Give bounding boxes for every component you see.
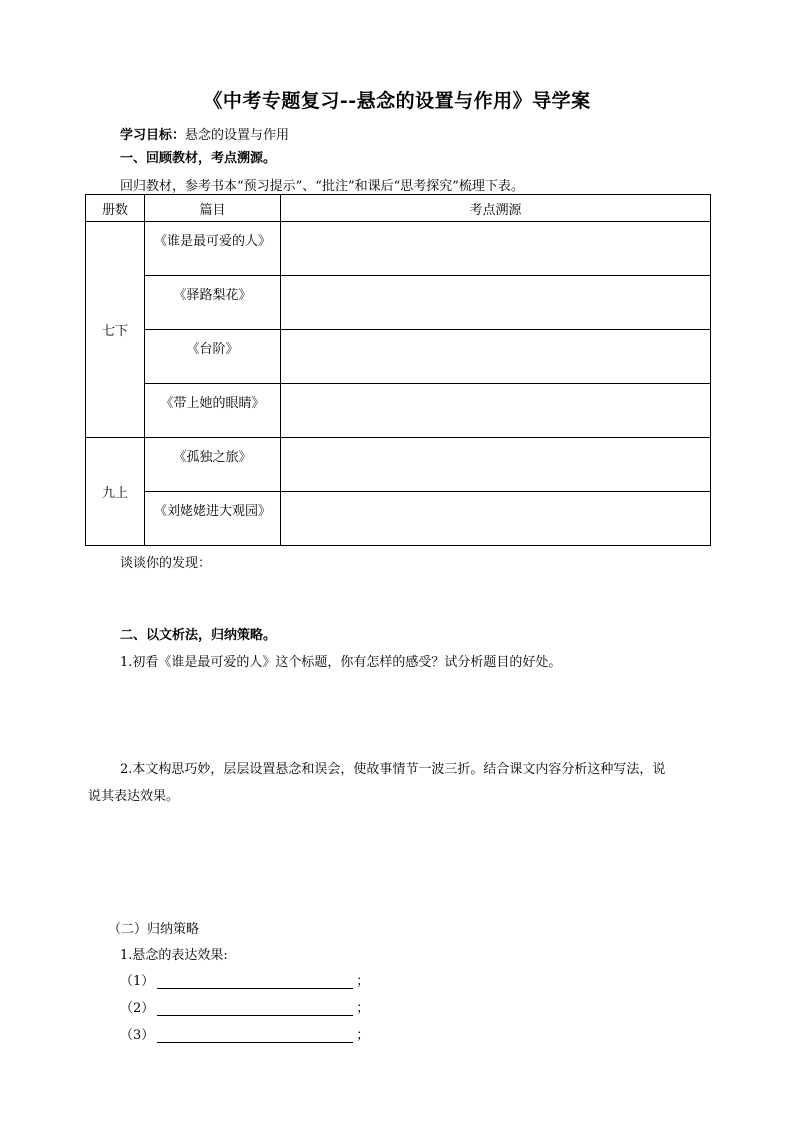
page-title: 《中考专题复习--悬念的设置与作用》导学案 xyxy=(203,90,591,112)
answer-end: ； xyxy=(356,1001,370,1016)
answer-end: ； xyxy=(356,1028,370,1043)
table-row xyxy=(86,384,711,438)
section1-heading: 一、回顾教材，考点溯源。 xyxy=(120,151,277,166)
table-row xyxy=(86,276,711,330)
question-2-line-1: 2.本文构思巧妙，层层设置悬念和误会，使故事情节一波三折。结合课文内容分析这种写法，说 xyxy=(120,762,666,777)
learning-goal-text: 悬念的设置与作用 xyxy=(185,128,290,143)
notes-cell[interactable] xyxy=(281,222,711,276)
notes-cell[interactable] xyxy=(281,438,711,492)
answer-blank[interactable] xyxy=(157,1028,353,1043)
table-header-row xyxy=(86,195,711,222)
answer-number: （3） xyxy=(120,1028,155,1043)
header-piece: 篇目 xyxy=(145,195,281,222)
section3-heading: （二）归纳策略 xyxy=(108,922,200,937)
question-2-line-2: 说其表达效果。 xyxy=(88,789,180,804)
table-row xyxy=(86,330,711,384)
header-book: 册数 xyxy=(86,195,145,222)
answer-blank[interactable] xyxy=(157,974,353,989)
effect-item: 1.悬念的表达效果: xyxy=(120,948,228,963)
notes-cell[interactable] xyxy=(281,384,711,438)
section2-heading: 二、以文析法，归纳策略。 xyxy=(120,628,277,643)
notes-cell[interactable] xyxy=(281,492,711,546)
table-row xyxy=(86,492,711,546)
piece-cell: 《驿路梨花》 xyxy=(145,276,281,330)
section1-instruction: 回归教材，参考书本“预习提示”、“批注”和课后“思考探究”梳理下表。 xyxy=(120,179,524,194)
learning-goal-label: 学习目标： xyxy=(120,128,186,143)
piece-cell: 《孤独之旅》 xyxy=(145,438,281,492)
review-table xyxy=(85,194,711,546)
notes-cell[interactable] xyxy=(281,276,711,330)
piece-cell: 《台阶》 xyxy=(145,330,281,384)
answer-end: ； xyxy=(356,974,370,989)
discovery-prompt: 谈谈你的发现： xyxy=(120,556,212,571)
book-cell: 七下 xyxy=(86,222,145,438)
piece-cell: 《带上她的眼睛》 xyxy=(145,384,281,438)
piece-cell: 《谁是最可爱的人》 xyxy=(145,222,281,276)
answer-line xyxy=(120,997,369,1016)
answer-line xyxy=(120,1024,369,1043)
answer-number: （1） xyxy=(120,974,155,989)
notes-cell[interactable] xyxy=(281,330,711,384)
table-row xyxy=(86,438,711,492)
header-notes: 考点溯源 xyxy=(281,195,711,222)
answer-number: （2） xyxy=(120,1001,155,1016)
piece-cell: 《刘姥姥进大观园》 xyxy=(145,492,281,546)
book-cell: 九上 xyxy=(86,438,145,546)
question-1: 1.初看《谁是最可爱的人》这个标题，你有怎样的感受？试分析题目的好处。 xyxy=(120,655,562,670)
learning-goal xyxy=(120,124,289,143)
table-row xyxy=(86,222,711,276)
answer-blank[interactable] xyxy=(157,1001,353,1016)
answer-line xyxy=(120,970,369,989)
